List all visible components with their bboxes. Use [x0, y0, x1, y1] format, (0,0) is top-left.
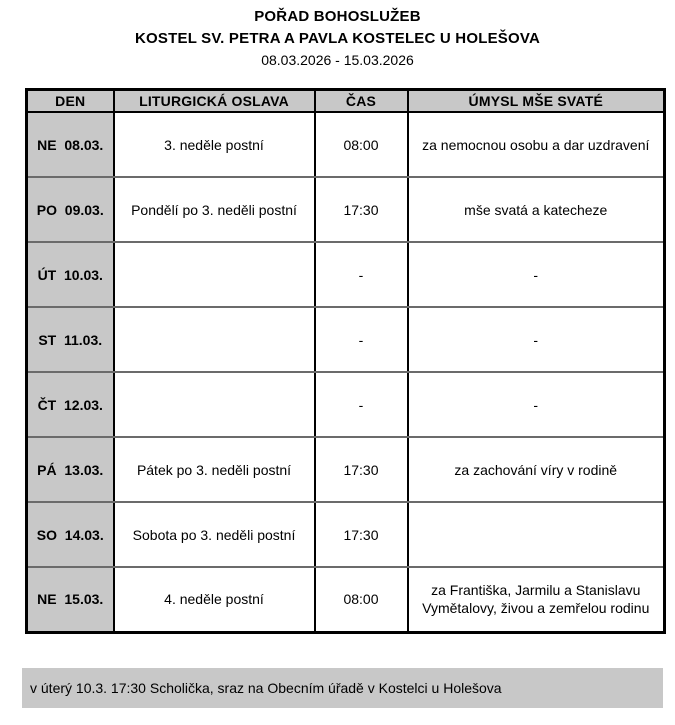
time-cell: -	[315, 307, 408, 372]
celebration-cell	[114, 307, 315, 372]
intention-cell: mše svatá a katecheze	[408, 177, 665, 242]
intention-cell: za zachování víry v rodině	[408, 437, 665, 502]
day-cell: ST 11.03.	[27, 307, 114, 372]
celebration-cell: Pondělí po 3. neděli postní	[114, 177, 315, 242]
celebration-cell: 4. neděle postní	[114, 567, 315, 632]
intention-cell: -	[408, 372, 665, 437]
date-range: 08.03.2026 - 15.03.2026	[261, 52, 414, 68]
intention-cell: za nemocnou osobu a dar uzdravení	[408, 112, 665, 177]
time-cell: 17:30	[315, 437, 408, 502]
time-cell: -	[315, 372, 408, 437]
celebration-cell	[114, 242, 315, 307]
mass-schedule-table	[25, 88, 666, 634]
column-header-day: DEN	[27, 90, 114, 113]
table-row	[27, 372, 665, 437]
celebration-cell: Pátek po 3. neděli postní	[114, 437, 315, 502]
time-cell: 17:30	[315, 502, 408, 567]
day-cell: ÚT 10.03.	[27, 242, 114, 307]
day-cell: NE 08.03.	[27, 112, 114, 177]
column-header-time: ČAS	[315, 90, 408, 113]
table-row	[27, 437, 665, 502]
page-header	[0, 0, 675, 71]
time-cell: 08:00	[315, 112, 408, 177]
column-header-intention: ÚMYSL MŠE SVATÉ	[408, 90, 665, 113]
intention-cell: -	[408, 307, 665, 372]
day-cell: ČT 12.03.	[27, 372, 114, 437]
time-cell: 08:00	[315, 567, 408, 632]
table-row	[27, 177, 665, 242]
table-row	[27, 567, 665, 632]
day-cell: PÁ 13.03.	[27, 437, 114, 502]
page-title: POŘAD BOHOSLUŽEB	[254, 8, 421, 25]
table-row	[27, 502, 665, 567]
table-row	[27, 242, 665, 307]
day-cell: PO 09.03.	[27, 177, 114, 242]
celebration-cell: Sobota po 3. neděli postní	[114, 502, 315, 567]
table-row	[27, 307, 665, 372]
time-cell: -	[315, 242, 408, 307]
intention-cell: za Františka, Jarmilu a Stanislavu Vymětalovy, živou a zemřelou rodinu	[408, 567, 665, 632]
announcement-text: v úterý 10.3. 17:30 Scholička, sraz na Obecním úřadě v Kostelci u Holešova	[30, 680, 502, 696]
day-cell: SO 14.03.	[27, 502, 114, 567]
intention-cell	[408, 502, 665, 567]
celebration-cell	[114, 372, 315, 437]
day-cell: NE 15.03.	[27, 567, 114, 632]
time-cell: 17:30	[315, 177, 408, 242]
celebration-cell: 3. neděle postní	[114, 112, 315, 177]
intention-cell: -	[408, 242, 665, 307]
table-header-row	[27, 90, 665, 113]
column-header-celebration: LITURGICKÁ OSLAVA	[114, 90, 315, 113]
church-name: KOSTEL SV. PETRA A PAVLA KOSTELEC U HOLEŠOVA	[135, 30, 540, 47]
announcement-note	[22, 668, 663, 708]
table-row	[27, 112, 665, 177]
